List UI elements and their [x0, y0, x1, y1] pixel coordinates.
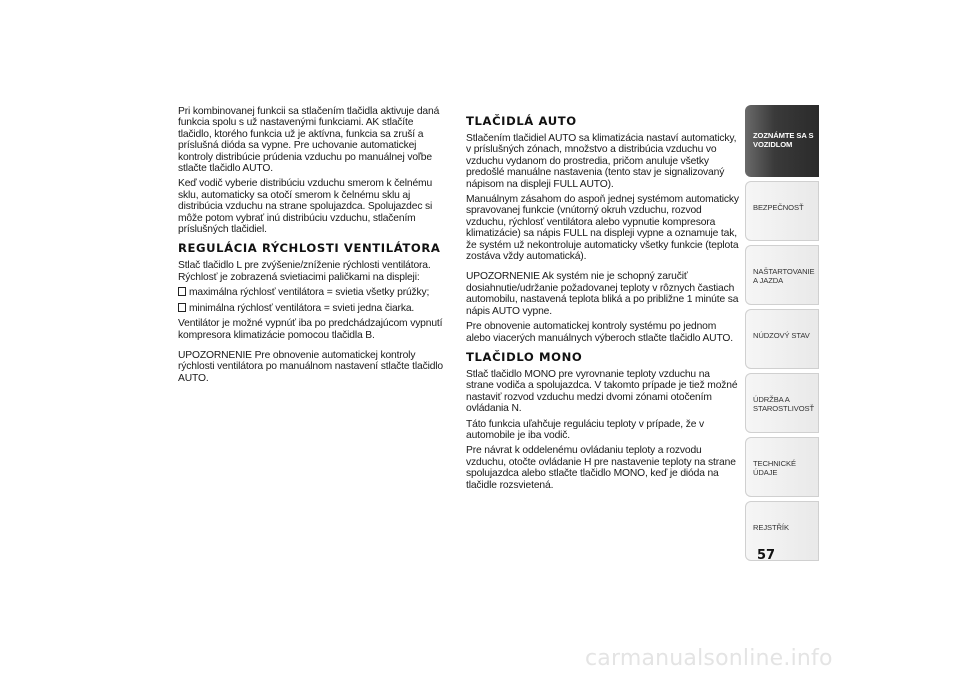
section-heading: TLAČIDLÁ AUTO: [466, 114, 577, 128]
tab-label: BEZPEČNOSŤ: [753, 203, 804, 212]
tab-label: TECHNICKÉ ÚDAJE: [753, 459, 796, 477]
paragraph: Ventilátor je možné vypnúť iba po predchádzajúcom vypnutí kompresora klimatizácie pomocou tlačidla B.: [178, 318, 443, 341]
tab-nastartovanie-a-jazda[interactable]: [745, 245, 819, 305]
list-item: [178, 287, 446, 298]
tab-label: ÚDRŽBA A STAROSTLIVOSŤ: [753, 395, 815, 413]
paragraph: Stlač tlačidlo L pre zvýšenie/zníženie rýchlosti ventilátora. Rýchlosť je zobrazená svietiacimi paličkami na displeji:: [178, 260, 431, 283]
paragraph: Pre obnovenie automatickej kontroly systému po jednom alebo viacerých manuálnych výberoch stlačte tlačidlo AUTO.: [466, 321, 733, 344]
list-item-text: maximálna rýchlosť ventilátora = svietia všetky prúžky;: [189, 287, 430, 299]
tab-label: NAŠTARTOVANIE A JAZDA: [753, 267, 815, 285]
left-column: [178, 106, 446, 388]
list-item: [178, 303, 446, 314]
tab-label: NÚDZOVÝ STAV: [753, 331, 810, 340]
paragraph: Stlačením tlačidiel AUTO sa klimatizácia nastaví automaticky, v príslušných zónach, množstvo a distribúcia vzduchu vo vzduchu vydanom do prostredia, pričom anuluje všetky predošlé manuálne nastavenia (tento stav je signalizovaný nápisom na displeji FULL AUTO).: [466, 133, 737, 190]
tab-technicke-udaje[interactable]: [745, 437, 819, 497]
warning-paragraph: UPOZORNENIE Pre obnovenie automatickej kontroly rýchlosti ventilátora po manuálnom nastavení stlačte tlačidlo AUTO.: [178, 349, 444, 384]
list-item-text: minimálna rýchlosť ventilátora = svieti jedna čiarka.: [189, 302, 415, 314]
paragraph: Manuálnym zásahom do aspoň jednej systémom automaticky spravovanej funkcie (vnútorný okruh vzduchu, rozvod vzduchu, rýchlosť ventilátora alebo vypnutie kompresora klimatizácie) sa nápis FULL na displeji vypne a oznamuje tak, že systém už nekontroluje automaticky všetky funkcie (teplota zostáva vždy automatická).: [466, 194, 739, 263]
section-heading: REGULÁCIA RÝCHLOSTI VENTILÁTORA: [178, 241, 441, 256]
paragraph: Stlač tlačidlo MONO pre vyrovnanie teploty vzduchu na strane vodiča a spolujazdca. V takomto prípade je tiež možné nastaviť rozvod vzduchu medzi dvomi zónami otočením ovládania N.: [466, 368, 738, 415]
tab-nudzovy-stav[interactable]: [745, 309, 819, 369]
right-column: [466, 114, 740, 495]
tab-bezpecnost[interactable]: [745, 181, 819, 241]
page-number: 57: [757, 548, 776, 563]
watermark: carmanualsonline.info: [585, 646, 833, 671]
tab-label: REJSTŘÍK: [753, 523, 789, 532]
checkbox-bullet-icon: [178, 303, 186, 312]
checkbox-bullet-icon: [178, 287, 186, 296]
tab-zoznamte-sa-s-vozidlom[interactable]: [745, 105, 819, 177]
tab-udrzba-a-starostlivost[interactable]: [745, 373, 819, 433]
section-heading: TLAČIDLO MONO: [466, 349, 583, 364]
paragraph: Pre návrat k oddelenému ovládaniu teploty a rozvodu vzduchu, otočte ovládanie H pre nastavenie teploty na strane spolujazdca alebo stlačte tlačidlo MONO, keď je dióda na tlačidle rozsvietená.: [466, 445, 736, 491]
paragraph: Keď vodič vyberie distribúciu vzduchu smerom k čelnému sklu, automaticky sa otočí smerom k čelnému sklu aj distribúcia vzduchu na strane spolujazdca. Spolujazdec si môže potom vybrať inú distribúciu vzduchu, stlačením príslušných tlačidiel.: [178, 178, 433, 236]
tab-label: ZOZNÁMTE SA S VOZIDLOM: [753, 131, 814, 149]
warning-paragraph: UPOZORNENIE Ak systém nie je schopný zaručiť dosiahnutie/udržanie požadovanej teploty v rôznych častiach automobilu, nastavená teplota bliká a po približne 1 minúte sa nápis AUTO vypne.: [466, 271, 739, 317]
chapter-tabs: [745, 105, 819, 565]
paragraph: Pri kombinovanej funkcii sa stlačením tlačidla aktivuje daná funkcia spolu s už nastavenými funkciami. AK stlačíte tlačidlo, ktorého funkcia už je aktívna, funkcia sa zruší a príslušná dióda sa vypne. Pre uchovanie automatickej kontroly distribúcie prúdenia vzduchu po manuálnej voľbe stlačte tlačidlo AUTO.: [178, 106, 440, 175]
paragraph: Táto funkcia uľahčuje reguláciu teploty v prípade, že v automobile je iba vodič.: [466, 418, 705, 441]
